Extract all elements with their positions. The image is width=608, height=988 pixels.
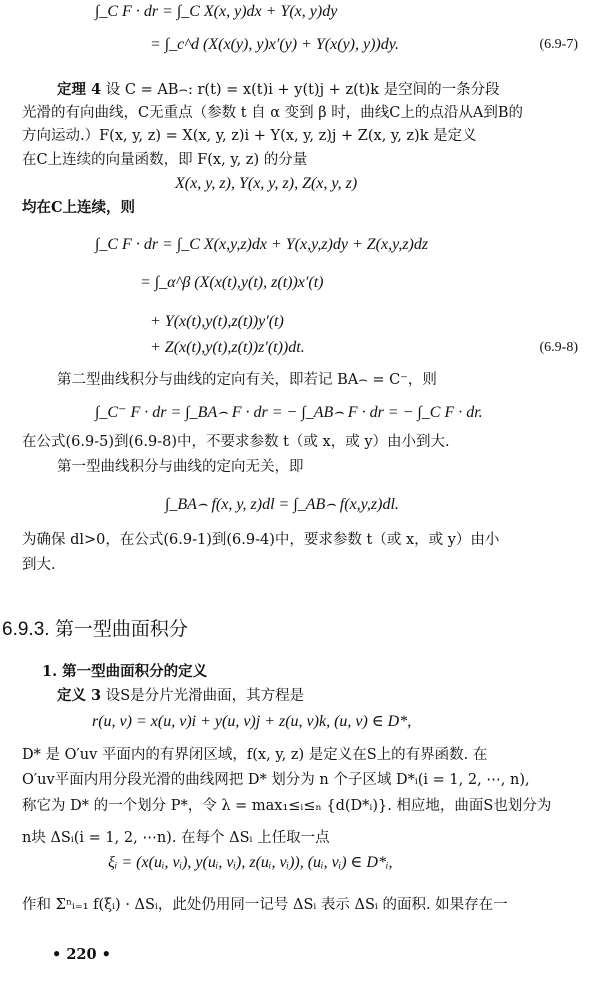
section-heading: 6.9.3. 第一型曲面积分 — [2, 619, 188, 640]
text-line: 方向运动.）F(x, y, z) = X(x, y, z)i + Y(x, y, z)j + Z(x, y, z)k 是定义 — [22, 128, 477, 144]
equation-number: (6.9-8) — [539, 340, 578, 355]
text-line: D* 是 O′uv 平面内的有界闭区域，f(x, y, z) 是定义在S上的有界函数. 在 — [22, 747, 488, 763]
formula-line: + Z(x(t),y(t),z(t))z′(t))dt. — [150, 339, 305, 356]
text-line: 设 C = AB⌢: r(t) = x(t)i + y(t)j + z(t)k 是空间的一条分段 — [105, 82, 500, 98]
text-line: 均在C上连续，则 — [22, 199, 136, 216]
theorem-label: 定理 4 — [57, 81, 102, 98]
formula-line: r(u, v) = x(u, v)i + y(u, v)j + z(u, v)k, (u, v) ∈ D*, — [92, 713, 412, 730]
text-line: 到大. — [22, 557, 56, 573]
text-line: n块 ΔSᵢ(i = 1, 2, ⋯n). 在每个 ΔSᵢ 上任取一点 — [22, 830, 330, 846]
formula-line: + Y(x(t),y(t),z(t))y′(t) — [150, 313, 284, 330]
definition-label: 定义 3 — [57, 687, 102, 704]
formula-line: ξᵢ = (x(uᵢ, vᵢ), y(uᵢ, vᵢ), z(uᵢ, vᵢ)), (uᵢ, vᵢ) ∈ D*ᵢ, — [108, 854, 393, 871]
formula-line: ∫_BA⌢ f(x, y, z)dl = ∫_AB⌢ f(x,y,z)dl. — [165, 496, 399, 513]
formula-line: ∫_C F · dr = ∫_C X(x, y)dx + Y(x, y)dy — [95, 3, 338, 20]
text-line: 称它为 D* 的一个划分 P*，令 λ = max₁≤ᵢ≤ₙ {d(D*ᵢ)}. 相应地，曲面S也划分为 — [22, 798, 552, 814]
text-line: 在C上连续的向量函数，即 F(x, y, z) 的分量 — [22, 152, 308, 168]
formula-line: ∫_C⁻ F · dr = ∫_BA⌢ F · dr = − ∫_AB⌢ F · dr = − ∫_C F · dr. — [95, 404, 483, 421]
formula-line: ∫_C F · dr = ∫_C X(x,y,z)dx + Y(x,y,z)dy + Z(x,y,z)dz — [95, 236, 429, 253]
formula-line: = ∫_α^β (X(x(t),y(t), z(t))x′(t) — [140, 274, 324, 291]
text-line: 设S是分片光滑曲面，其方程是 — [105, 688, 305, 704]
formula-line: = ∫_c^d (X(x(y), y)x′(y) + Y(x(y), y))dy. — [150, 36, 399, 53]
text-line: 第一型曲线积分与曲线的定向无关，即 — [57, 459, 304, 475]
text-line: 作和 Σⁿᵢ₌₁ f(ξᵢ) · ΔSᵢ，此处仍用同一记号 ΔSᵢ 表示 ΔSᵢ 的面积. 如果存在一 — [22, 897, 508, 913]
text-line: 光滑的有向曲线，C无重点（参数 t 自 α 变到 β 时，曲线C上的点沿从A到B的 — [22, 105, 523, 121]
formula-line: X(x, y, z), Y(x, y, z), Z(x, y, z) — [175, 175, 358, 192]
page-number: • 220 • — [52, 946, 111, 963]
text-line: 在公式(6.9-5)到(6.9-8)中，不要求参数 t（或 x，或 y）由小到大. — [22, 434, 450, 450]
text-line: 为确保 dl>0，在公式(6.9-1)到(6.9-4)中，要求参数 t（或 x，或 y）由小 — [22, 532, 500, 548]
subsection-heading: 1. 第一型曲面积分的定义 — [42, 663, 208, 680]
text-line: O′uv平面内用分段光滑的曲线网把 D* 划分为 n 个子区域 D*ᵢ(i = 1, 2, ⋯, n), — [22, 772, 530, 788]
text-line: 第二型曲线积分与曲线的定向有关，即若记 BA⌢ = C⁻，则 — [57, 372, 437, 388]
equation-number: (6.9-7) — [539, 37, 578, 52]
